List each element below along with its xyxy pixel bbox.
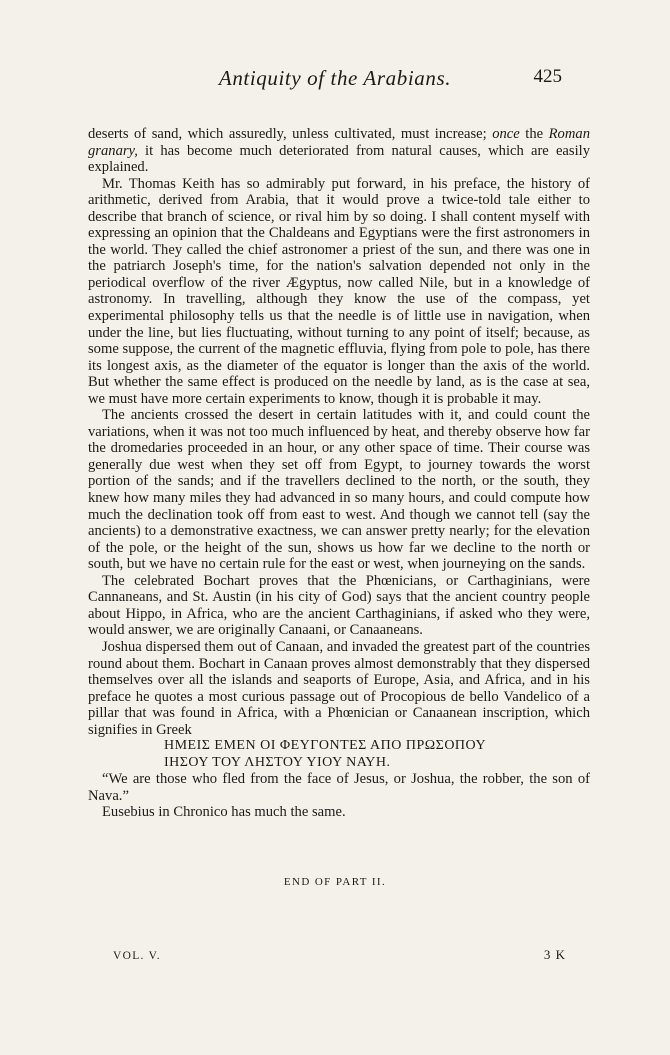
paragraph-joshua-canaan: Joshua dispersed them out of Canaan, and invaded the greatest part of the countries round about them. Bochart in Canaan proves almost demonstrably that they dispersed themselves over all the islands and seaports of Europe, Asia, and Africa, and in his preface he quotes a most curious passage out of Procopious de bello Vandelico of a pillar that was found in Africa, with a Phœnician or Canaanean inscription, which signifies in Greek	[88, 638, 590, 738]
end-of-part-note: END OF PART II.	[283, 876, 387, 888]
paragraph-text: the	[519, 126, 549, 142]
body-text	[88, 126, 590, 821]
paragraph-continued	[88, 126, 590, 176]
page-number: 425	[533, 66, 562, 87]
page-header	[0, 66, 670, 96]
volume-label: VOL. V.	[113, 950, 161, 962]
emphasis-once: once	[492, 126, 520, 142]
running-title: Antiquity of the Arabians.	[218, 66, 452, 90]
paragraph-text: it has become much deteriorated from natural causes, which are easily explained.	[88, 142, 590, 176]
greek-inscription-line-2: ΙΗΣΟΥ ΤΟΥ ΛΗΣΤΟΥ ΥΙΟΥ ΝΑΥΗ.	[164, 754, 391, 770]
paragraph-arithmetic-astronomy: Mr. Thomas Keith has so admirably put forward, in his preface, the history of arithmetic, derived from Arabia, that it would prove a twice-told tale either to describe that branch of science, or rival him by so doing. I shall content myself with expressing an opinion that the Chaldeans and Egyptians were the first astronomers in the world. They called the chief astronomer a priest of the sun, and there was one in the patriarch Joseph's time, for the nation's salvation depended not only in the periodical overflow of the river Ægyptus, now called Nile, but in a knowledge of astronomy. In travelling, although they know the use of the compass, yet experimental philosophy tells us that the needle is of little use in navigation, when under the line, but lies fluctuating, without turning to any point of itself; because, as some suppose, the current of the magnetic effluvia, flying from pole to pole, has there its longest axis, as the diameter of the equator is longer than the axis of the world. But whether the same effect is produced on the needle by land, as is the case at sea, we must have more certain experiments to know, though it is probable it may.	[88, 175, 590, 407]
emphasis-roman-granary: Roman granary,	[88, 126, 590, 159]
paragraph-desert-navigation: The ancients crossed the desert in certain latitudes with it, and could count the variations, when it was not too much influenced by heat, and thereby observe how far the dromedaries proceeded in an hour, or any other space of time. Their course was generally due west when they set off from Egypt, to journey towards the worst portion of the sands; and if the travellers declined to the north, or the south, they knew how many miles they had advanced in so many hours, and could compute how much the declination took off from east to west. And though we cannot tell (say the ancients) to a demonstrative exactness, we can answer pretty nearly; for the elevation of the pole, or the height of the sun, shows us how far we decline to the north or south, but we have no certain rule for the east or west, when journeying on the sands.	[88, 407, 590, 573]
signature-mark: 3 K	[543, 947, 566, 962]
paragraph-translation: “We are those who fled from the face of Jesus, or Joshua, the robber, the son of Nava.”	[88, 771, 590, 804]
greek-inscription-line-1: ΗΜΕΙΣ ΕΜΕΝ ΟΙ ΦΕΥΓΟΝΤΕΣ ΑΠΟ ΠΡΩΣΟΠΟΥ	[164, 738, 487, 754]
paragraph-eusebius: Eusebius in Chronico has much the same.	[102, 804, 346, 821]
paragraph-text: deserts of sand, which assuredly, unless cultivated, must increase;	[88, 126, 493, 142]
paragraph-bochart-phoenicians: The celebrated Bochart proves that the Phœnicians, or Carthaginians, were Cannaneans, and St. Austin (in his city of God) says that the ancient country people about Hippo, in Africa, who are the ancient Carthaginians, if asked who they were, would answer, we are originally Canaani, or Canaaneans.	[88, 572, 590, 639]
